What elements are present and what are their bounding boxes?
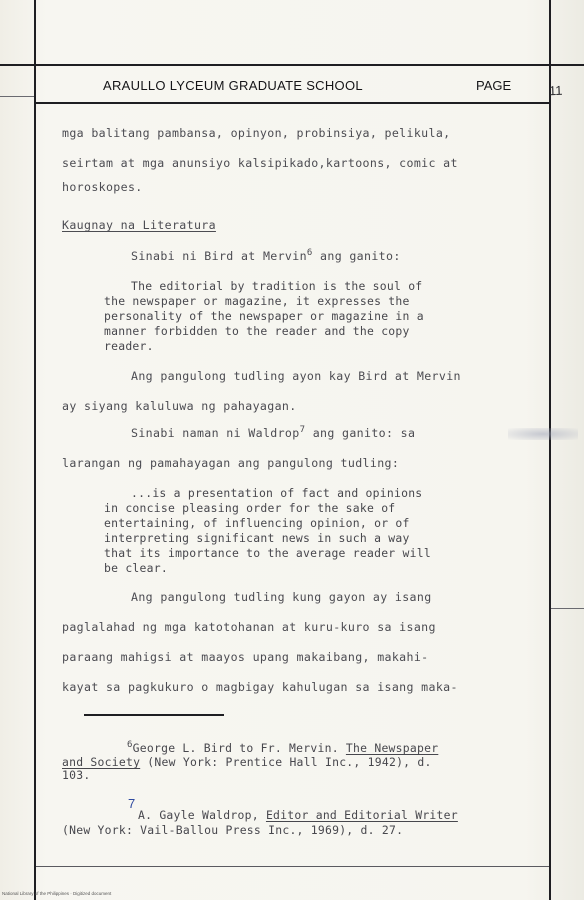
handwritten-footnote-mark: 7 <box>128 796 136 811</box>
header-top-rule <box>0 64 584 66</box>
section-heading: Kaugnay na Literatura <box>62 218 216 232</box>
paragraph-1 <box>131 248 401 263</box>
paragraph-4-line-2: paglalahad ng mga katotohanan at kuru-kuro sa isang <box>62 620 436 634</box>
ink-smudge <box>508 428 578 440</box>
footnote-ref-6: 6 <box>306 248 313 258</box>
footnote-6-publisher: (New York: Prentice Hall Inc., 1942), d. <box>140 755 432 769</box>
side-rule-b <box>551 608 584 609</box>
page-number: 11 <box>548 82 563 99</box>
quote-2-line: interpreting significant news in such a way <box>104 531 410 545</box>
footnote-6-number: 6 <box>127 740 133 750</box>
footnote-separator <box>84 714 224 716</box>
footnote-6-line-3: 103. <box>62 768 91 782</box>
right-margin-rule <box>549 0 551 900</box>
paragraph-3-text: Sinabi naman ni Waldrop <box>131 425 300 440</box>
footnote-7-author: A. Gayle Waldrop, <box>138 808 266 822</box>
footnote-6-title-a: The Newspaper <box>345 740 439 755</box>
paragraph-4-line-1: Ang pangulong tudling kung gayon ay isang <box>131 590 432 604</box>
paragraph-2-line-2: ay siyang kaluluwa ng pahayagan. <box>62 399 297 413</box>
header-page-label: PAGE <box>476 78 512 93</box>
header-title: ARAULLO LYCEUM GRADUATE SCHOOL <box>103 78 363 93</box>
body-line-3: horoskopes. <box>62 180 143 194</box>
quote-2-line: that its importance to the average reader will <box>104 546 431 560</box>
quote-2-line: ...is a presentation of fact and opinions <box>131 486 423 500</box>
paragraph-2-line-1: Ang pangulong tudling ayon kay Bird at Mervin <box>131 369 461 383</box>
quote-1-line: The editorial by tradition is the soul of <box>131 279 423 293</box>
footnote-7-title: Editor and Editorial Writer <box>265 808 458 822</box>
footnote-6-author: George L. Bird to Fr. Mervin. <box>132 740 346 755</box>
footnote-6-line-2 <box>62 755 432 769</box>
paragraph-3-tail: ang ganito: sa <box>305 425 416 440</box>
header-bottom-rule <box>36 102 549 104</box>
quote-2-line: in concise pleasing order for the sake of <box>104 501 396 515</box>
side-rule-a <box>0 96 34 97</box>
paragraph-4-line-3: paraang mahigsi at maayos upang makaibang, makahi- <box>62 650 429 664</box>
quote-1-line: the newspaper or magazine, it expresses the <box>104 294 410 308</box>
quote-2-line: be clear. <box>104 561 168 575</box>
paragraph-4-line-4: kayat sa pagkukuro o magbigay kahulugan sa isang maka- <box>62 680 458 694</box>
footnote-6 <box>127 740 438 755</box>
quote-1-line: reader. <box>104 339 154 353</box>
left-margin-rule <box>34 0 36 900</box>
footer-rule <box>36 866 549 867</box>
body-line-1: mga balitang pambansa, opinyon, probinsiya, pelikula, <box>62 126 451 140</box>
paragraph-3 <box>131 425 415 440</box>
quote-1-line: personality of the newspaper or magazine in a <box>104 309 424 323</box>
archive-footer: National Library of the Philippines · Digitized document <box>2 891 112 896</box>
body-line-2: seirtam at mga anunsiyo kalsipikado,kartoons, comic at <box>62 156 458 170</box>
paragraph-1-tail: ang ganito: <box>312 248 401 263</box>
footnote-ref-7: 7 <box>299 425 306 435</box>
quote-1-line: manner forbidden to the reader and the copy <box>104 324 410 338</box>
paragraph-3-line-2: larangan ng pamahayagan ang pangulong tudling: <box>62 456 400 470</box>
quote-2-line: entertaining, of influencing opinion, or of <box>104 516 410 530</box>
footnote-7-line-2: (New York: Vail-Ballou Press Inc., 1969), d. 27. <box>62 823 404 837</box>
footnote-6-title-b: and Society <box>62 755 141 769</box>
footnote-7 <box>138 808 458 822</box>
paragraph-1-text: Sinabi ni Bird at Mervin <box>131 248 307 263</box>
